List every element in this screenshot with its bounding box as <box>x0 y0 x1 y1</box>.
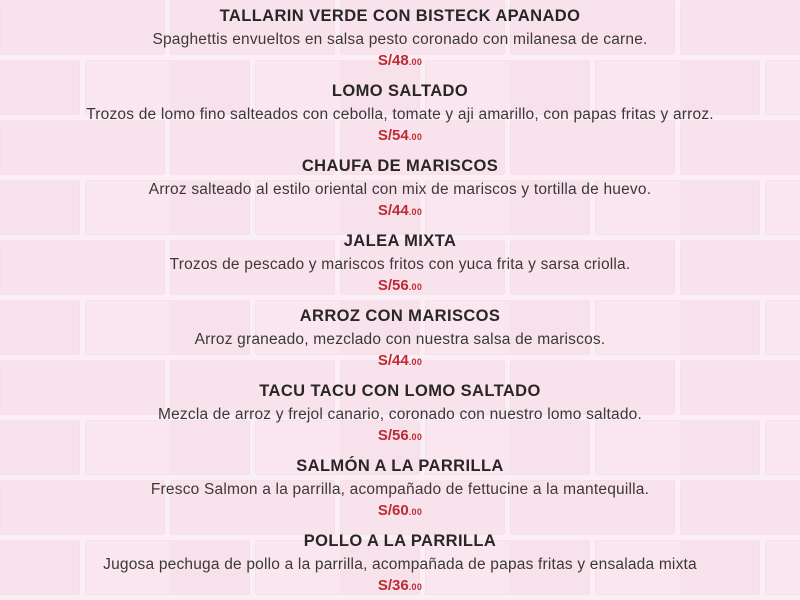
menu-item <box>0 455 800 530</box>
menu-item <box>0 5 800 80</box>
item-description: Mezcla de arroz y frejol canario, coronado con nuestro lomo saltado. <box>157 406 642 423</box>
item-description: Trozos de pescado y mariscos fritos con yuca frita y sarsa criolla. <box>169 256 631 273</box>
item-description: Jugosa pechuga de pollo a la parrilla, acompañada de papas fritas y ensalada mixta <box>103 556 697 573</box>
price-amount: S/56 <box>377 427 409 444</box>
item-name: TALLARIN VERDE CON BISTECK APANADO <box>219 7 581 25</box>
menu-item <box>0 380 800 455</box>
item-description: Trozos de lomo fino salteados con cebolla, tomate y aji amarillo, con papas fritas y arroz. <box>86 106 714 123</box>
item-name: ARROZ CON MARISCOS <box>299 307 501 325</box>
price-amount: S/48 <box>377 52 409 69</box>
menu-item <box>0 80 800 155</box>
price-amount: S/56 <box>377 277 409 294</box>
item-description: Fresco Salmon a la parrilla, acompañado de fettucine a la mantequilla. <box>150 481 650 498</box>
item-name: POLLO A LA PARRILLA <box>303 532 497 550</box>
price-amount: S/36 <box>377 577 409 594</box>
item-price <box>0 126 800 147</box>
item-price <box>0 51 800 72</box>
item-name: CHAUFA DE MARISCOS <box>301 157 499 175</box>
item-description: Arroz salteado al estilo oriental con mix de mariscos y tortilla de huevo. <box>148 181 652 198</box>
price-amount: S/44 <box>377 352 409 369</box>
price-cents: .00 <box>408 582 423 592</box>
item-name: LOMO SALTADO <box>331 82 469 100</box>
price-cents: .00 <box>408 507 423 517</box>
menu-item <box>0 230 800 305</box>
item-price <box>0 426 800 447</box>
price-cents: .00 <box>408 132 423 142</box>
price-amount: S/44 <box>377 202 409 219</box>
menu-item <box>0 155 800 230</box>
price-cents: .00 <box>408 357 423 367</box>
item-price <box>0 501 800 522</box>
menu-item <box>0 305 800 380</box>
item-name: JALEA MIXTA <box>343 232 457 250</box>
item-description: Arroz graneado, mezclado con nuestra salsa de mariscos. <box>194 331 606 348</box>
item-price <box>0 201 800 222</box>
item-description: Spaghettis envueltos en salsa pesto coronado con milanesa de carne. <box>152 31 648 48</box>
price-cents: .00 <box>408 282 423 292</box>
price-amount: S/60 <box>377 502 409 519</box>
item-name: TACU TACU CON LOMO SALTADO <box>259 382 541 400</box>
item-price <box>0 351 800 372</box>
price-cents: .00 <box>408 207 423 217</box>
item-name: SALMÓN A LA PARRILLA <box>296 457 504 475</box>
price-cents: .00 <box>408 432 423 442</box>
item-price <box>0 276 800 297</box>
item-price <box>0 576 800 597</box>
price-cents: .00 <box>408 57 423 67</box>
menu-item <box>0 530 800 600</box>
price-amount: S/54 <box>377 127 409 144</box>
